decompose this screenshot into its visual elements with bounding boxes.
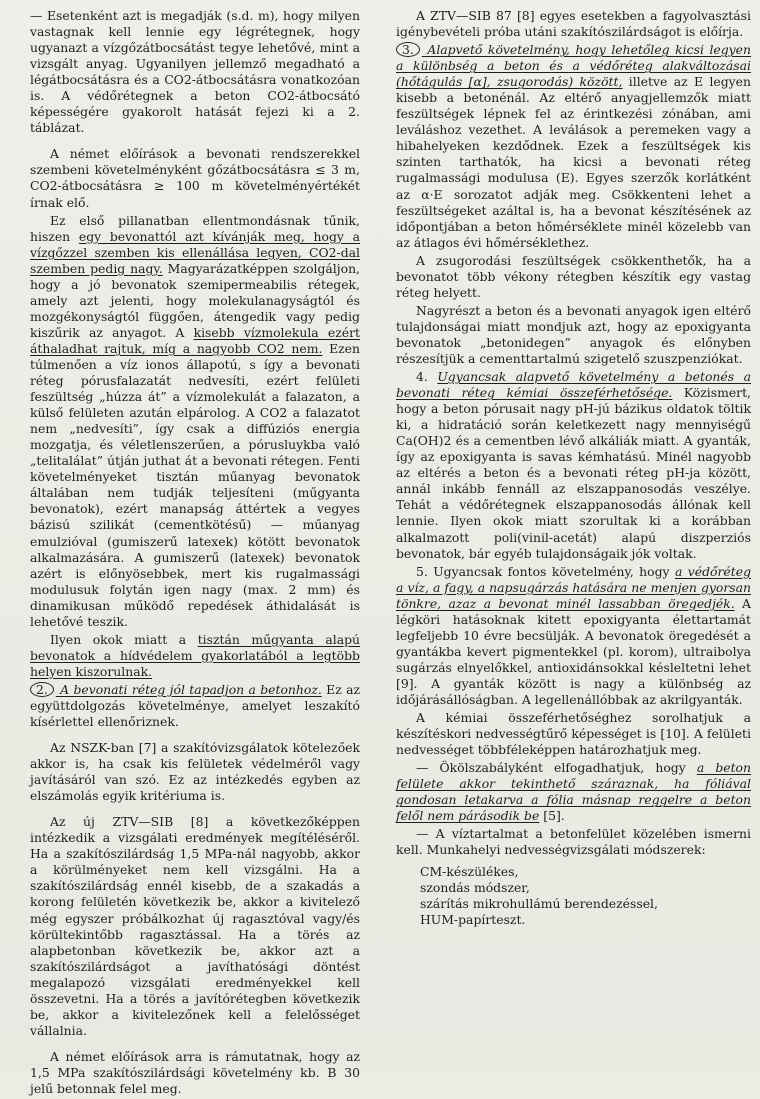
underlined-text: egy bevonattól azt kívánják meg, hogy a vízgőzzel szemben kis ellenállása legyen, CO2-dal szemben pedig nagy. (30, 228, 360, 276)
left-column (30, 8, 360, 1099)
underlined-text: a védőréteg a víz, a fagy, a napsugárzás hatására ne menjen gyorsan tönkre, azaz a bevonat minél lassabban öregedjék. (396, 563, 751, 611)
text-run: 5. Ugyancsak fontos követelmény, hogy (416, 563, 675, 579)
text-run: Ez az együttdolgozás követelménye, amelyet leszakító kísérlettel ellenőriznek. (30, 681, 360, 730)
paragraph-water-content: — A víztartalmat a betonfelület közelében ismerni kell. Munkahelyi nedvességvizsgálati módszerek: (396, 826, 751, 858)
list-item: szárítás mikrohullámú berendezéssel, (420, 896, 658, 912)
paragraph-shrinkage: A zsugorodási feszültségek csökkenthetők, ha a bevonatot több vékony rétegben készítik egy vastag réteg helyett. (396, 252, 751, 300)
paragraph-requirement-4 (396, 369, 751, 562)
text-run: Ez első pillanatban ellentmondásnak tűnik, hiszen (30, 212, 360, 244)
text-run: A légköri hatásoknak kitett epoxigyanta élettartamát legfeljebb 10 évre becsülják. A bevonatok öregedését a gyantákba kevert pigmentekkel (pl. korom), ultraibolya sugárzás elnyelőkkel, antioxidánsokkal késleltetni lehet [9]. A gyanták között is nagy a különbség az időjárásállóságban. A legellenállóbbak az akrilgyanták. (396, 595, 751, 707)
text-run: Ezen túlmenően a víz ionos állapotú, s így a bevonati réteg pórusfalazatát nedvesíti, ezért felületi feszültség „húzza át” a vízmolekulát a falazaton, a külső felületen azután elpárolog. A CO2 a falazatot nem „nedvesíti”, így csak a diffúziós energia mozgatja, és véletlenszerűen, a pórusluykba való „telitalálat” útján juthat át a bevonati rétegen. Fenti követelményeket tisztán műanyag bevonatok általában nem tudják teljesíteni (műgyanta bevonatok), ezért manapság áttértek a vegyes bázisú szilikát (cementkötésű) — műanyag emulzióval (gumiszerű latexek) kötött bevonatok alkalmazására. A gumiszerű (latexek) bevonatok azért is előnyösebbek, mert kis rugalmassági modulusuk folytán igen nagy (max. 2 mm) és dinamikusan működő repedések áthidalását is lehetővé teszik. (30, 340, 360, 629)
list-item: szondás módszer, (420, 880, 530, 896)
text-run: Ilyen okok miatt a (50, 631, 198, 647)
right-column (396, 8, 751, 928)
underlined-text: a beton felülete akkor tekinthető száraznak, ha fóliával gondosan letakarva a fólia másnap reggelre a beton felől nem párásodik be (396, 760, 752, 824)
paragraph-rule-of-thumb (396, 760, 751, 824)
paragraph-nszk: Az NSZK-ban [7] a szakítóvizsgálatok kötelezőek akkor is, ha csak kis felületek védelméről vagy javításáról van szó. Ez az intézkedés egyben az elszámolás egyik kritériuma is. (30, 740, 360, 804)
text-run: Magyarázatképpen szolgáljon, hogy a jó bevonatok szemipermeabilis rétegek, amely azt jelenti, hogy molekulanagyságtól és mozgékonyságtól függően, átengedik vagy pedig kiszűrik az anyagot. A (30, 260, 360, 340)
underlined-text: tisztán műgyanta alapú bevonatok a hídvédelem gyakorlatából a legtöbb helyen kiszorulnak. (30, 631, 360, 679)
text-run: illetve az E legyen kisebb a betonénál. Az eltérő anyagjellemzők miatt feszültségek lépnek fel az érintkezési zónában, ami leváláshoz vezethet. A leválások a peremeken vagy a hibahelyeken kezdődnek. Ezek a feszültségek kis szinten tarthatók, ha kicsi a bevonati réteg rugalmassági modulusa (E). Egyes szerzők korlátként az α·E sorozatot adják meg. Csökkenteni lehet a feszültségeket azáltal is, ha a bevonat készítésének az időpontjában a beton hőmérséklete minél közelebb van az átlagos évi hőmérséklethez. (396, 74, 751, 250)
circled-number: 3. (396, 42, 420, 57)
paragraph-epoxy: Nagyrészt a beton és a bevonati anyagok igen eltérő tulajdonságai miatt mondjuk azt, hogy az epoxigyanta bevonatok „betonidegen” anyagok és előnyben részesítjük a cementtartalmú szigetelő szuszpenziókat. (396, 302, 751, 366)
paragraph-sd-value: — Esetenként azt is megadják (s.d. m), hogy milyen vastagnak kell lennie egy légrétegnek, hogy ugyanazt a vízgőzátbocsátást tegye lehetővé, mint a vizsgált anyag. Ugyanilyen jellemző megadható a légátbocsátásra és a CO2-átbocsátásra vonatkozóan is. A védőrétegnek a beton CO2-átbocsátó képességére gyakorolt hatását fejezi ki a 2. táblázat. (30, 8, 360, 136)
text-run: — Ökölszabályként elfogadhatjuk, hogy (416, 760, 697, 776)
paragraph-moisture: A kémiai összeférhetőséghez sorolhatjuk a készítéskori nedvességtűrő képességet is [10]. A felületi nedvességet többféleképpen határozhatjuk meg. (396, 710, 751, 758)
underlined-text: A bevonati réteg jól tapadjon a betonhoz. (55, 681, 322, 697)
text-run: Közismert, hogy a beton pórusait nagy pH-jú bázikus oldatok töltik ki, a hidratáció során keletkezett nagy mennyiségű Ca(OH)2 és a cementben lévő alkáliák miatt. A gyanták, így az epoxigyanta is savas kémhatású. Minél nagyobb az eltérés a beton és a bevonati réteg pH-ja között, annál inkább fennáll az elszappanosodás veszélye. Tehát a védőrétegnek elszappanosodás állónak kell lennie. Ilyen okok miatt szorultak ki a korábban alkalmazott poli(vinil-acetát) alapú diszperziós bevonatok, bár egyéb tulajdonságaik jók voltak. (396, 385, 751, 561)
text-run: [5]. (539, 808, 565, 824)
paragraph-ztv-sib: Az új ZTV—SIB [8] a következőképpen intézkedik a vizsgálati eredmények megítéléséről. Ha a szakítószilárdság 1,5 MPa-nál nagyobb, akkor a körülményeket nem kell vizsgálni. Ha a szakítószilárdság ennél kisebb, de a szakadás a korong felületén következik be, akkor a kivitelező még egyszer próbálkozhat új ragasztóval vagy/és körültekintőbb ragasztással. Ha a törés az alapbetonban következik be, akkor azt a szakítószilárdságot a javíthatósági döntést megalapozó vizsgálati eredményekkel kell összevetni. Ha a törés a javítórétegben következik be, akkor a kivitelezőnek kell a felelősséget vállalnia. (30, 814, 360, 1038)
paragraph-semipermeable (30, 213, 360, 630)
paragraph-resin-coatings (30, 632, 360, 680)
paragraph-b30: A német előírások arra is rámutatnak, hogy az 1,5 MPa szakítószilárdsági követelmény kb. B 30 jelű betonnak felel meg. (30, 1048, 360, 1096)
underlined-text: Alapvető követelmény, hogy lehetőleg kicsi legyen a különbség a beton és a védőréteg alakváltozásai (hőtágulás [α], zsugorodás) között, (396, 42, 751, 90)
paragraph-requirement-5 (396, 564, 751, 708)
paragraph-requirement-3 (396, 42, 751, 251)
list-item: CM-készülékes, (420, 864, 519, 880)
paragraph-freeze-thaw: A ZTV—SIB 87 [8] egyes esetekben a fagyolvasztási igénybevételi próba utáni szakítószilárdságot is előírja. (396, 8, 751, 40)
list-item: HUM-papírteszt. (420, 912, 526, 928)
paragraph-german-requirements: A német előírások a bevonati rendszerekkel szembeni követelményként gőzátbocsátásra ≤ 3 m, CO2-átbocsátásra ≥ 100 m követelményértékét írnak elő. (30, 146, 360, 210)
paragraph-requirement-2 (30, 682, 360, 730)
methods-list (396, 864, 751, 928)
text-run: 4. (416, 369, 438, 385)
underlined-text: Ugyancsak alapvető követelmény a betonés a bevonati réteg kémiai összeférhetősége. (396, 369, 751, 401)
underlined-text: kisebb vízmolekula ezért áthaladhat rajtuk, míg a nagyobb CO2 nem. (30, 324, 360, 356)
circled-number: 2. (30, 682, 54, 697)
